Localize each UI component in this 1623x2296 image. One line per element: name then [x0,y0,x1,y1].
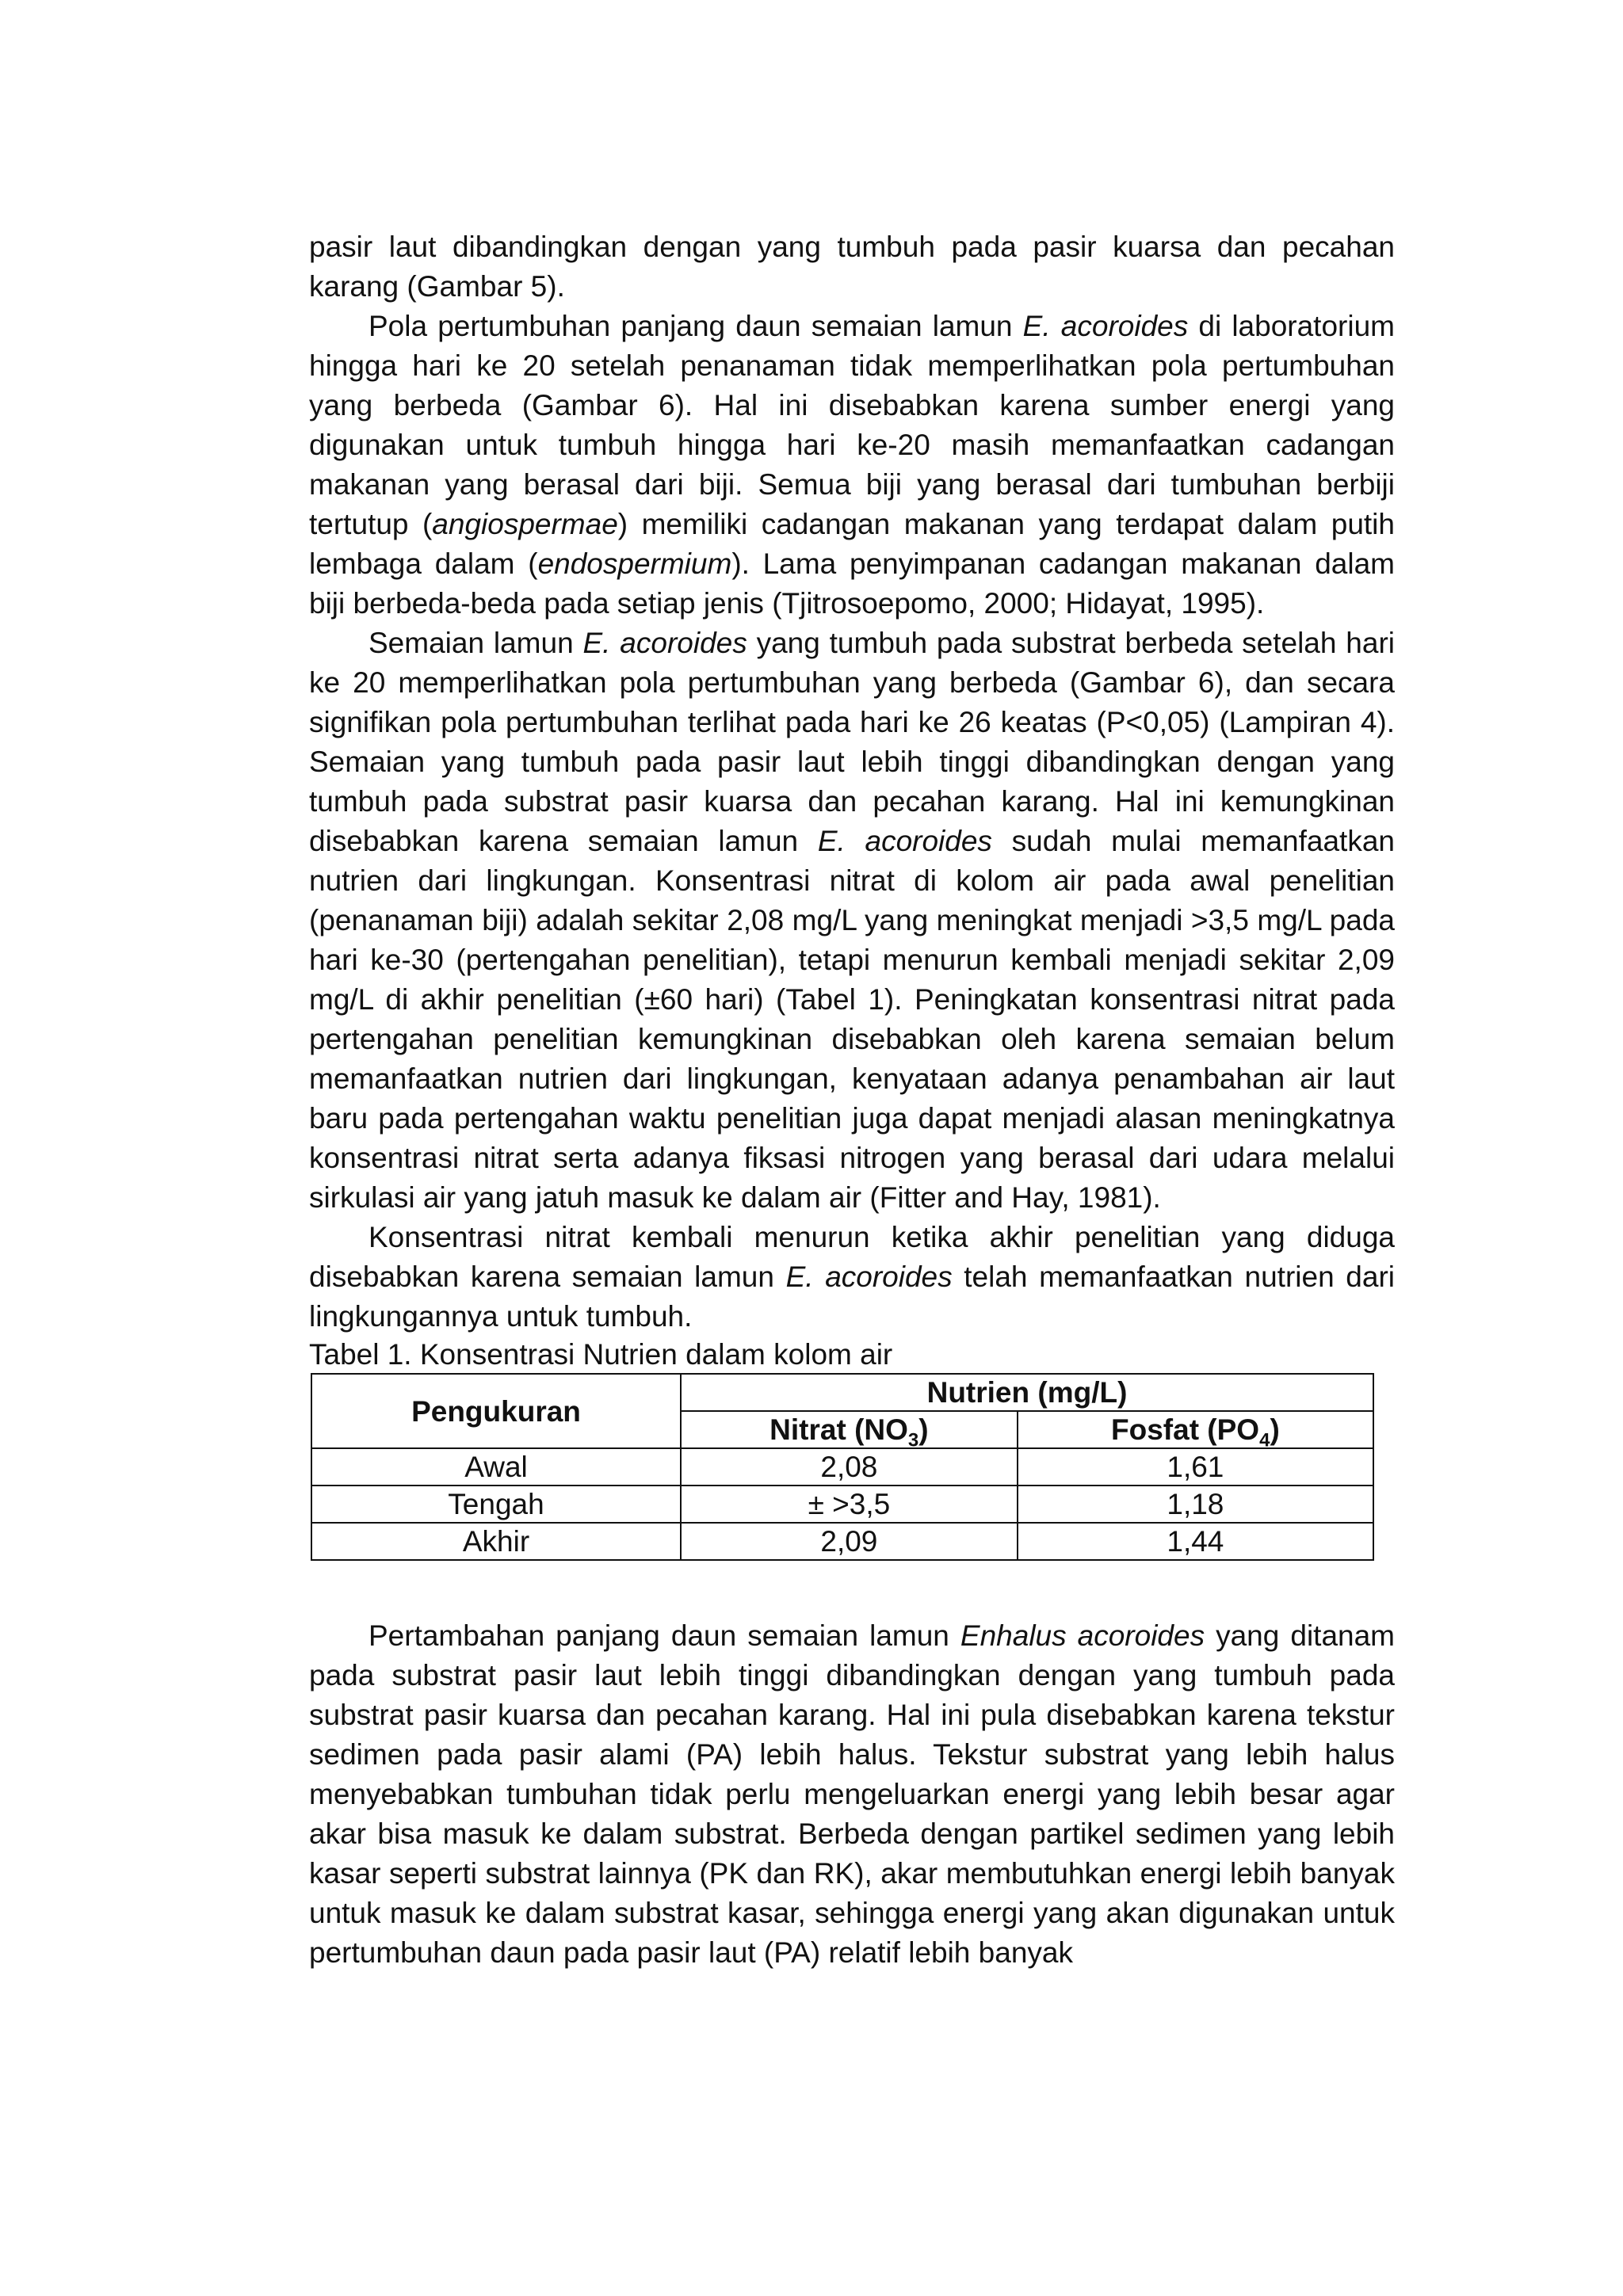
paragraph-3-text-b: yang tumbuh pada substrat berbeda setelah hari ke 20 memperlihatkan pola pertumbuhan yang berbeda (Gambar 6), dan secara signifikan pola pertumbuhan terlihat pada hari ke 26 keatas (P<0,05) (Lampiran 4). Semaian yang tumbuh pada pasir laut lebih tinggi dibandingkan dengan yang tumbuh pada substrat pasir kuarsa dan pecahan karang. Hal ini kemungkinan disebabkan karena semaian lamun [309,627,1395,857]
paragraph-2-text-c: ) memiliki cadangan makanan yang terdapat dalam putih lembaga dalam ( [309,508,1395,580]
paragraph-2-text-a: Pola pertumbuhan panjang daun semaian lamun [369,310,1023,342]
paragraph-5 [309,1616,1395,1973]
document-page [309,227,1395,1973]
row-nitrat: 2,09 [681,1523,1018,1560]
row-label: Awal [311,1448,681,1486]
header-nitrat-subscript: 3 [907,1429,919,1451]
table-row [311,1486,1373,1523]
species-name: E. acoroides [582,627,747,659]
header-fosfat [1018,1411,1373,1451]
paragraph-3-text-a: Semaian lamun [369,627,583,659]
paragraph-5-text-b: yang ditanam pada substrat pasir laut lebih tinggi dibandingkan dengan yang tumbuh pada substrat pasir kuarsa dan pecahan karang. Hal ini pula disebabkan karena tekstur sedimen pada pasir alami (PA) lebih halus. Tekstur substrat yang lebih halus menyebabkan tumbuhan tidak perlu mengeluarkan energi yang lebih besar agar akar bisa masuk ke dalam substrat. Berbeda dengan partikel sedimen yang lebih kasar seperti substrat lainnya (PK dan RK), akar membutuhkan energi lebih banyak untuk masuk ke dalam substrat kasar, sehingga energi yang akan digunakan untuk pertumbuhan daun pada pasir laut (PA) relatif lebih banyak [309,1619,1395,1969]
header-fosfat-label: Fosfat (PO [1111,1413,1260,1446]
header-nutrient-group: Nutrien (mg/L) [681,1374,1373,1411]
paragraph-4-text-b: telah memanfaatkan nutrien dari lingkungannya untuk tumbuh. [309,1261,1395,1333]
paragraph-4-text-a: Konsentrasi nitrat kembali menurun ketika akhir penelitian yang diduga disebabkan karena semaian lamun [309,1221,1395,1293]
paragraph-3-text-c: sudah mulai memanfaatkan nutrien dari lingkungan. Konsentrasi nitrat di kolom air pada awal penelitian (penanaman biji) adalah sekitar 2,08 mg/L yang meningkat menjadi >3,5 mg/L pada hari ke-30 (pertengahan penelitian), tetapi menurun kembali menjadi sekitar 2,09 mg/L di akhir penelitian (±60 hari) (Tabel 1). Peningkatan konsentrasi nitrat pada pertengahan penelitian kemungkinan disebabkan oleh karena semaian belum memanfaatkan nutrien dari lingkungan, kenyataan adanya penambahan air laut baru pada pertengahan waktu penelitian juga dapat menjadi alasan meningkatnya konsentrasi nitrat serta adanya fiksasi nitrogen yang berasal dari udara melalui sirkulasi air yang jatuh masuk ke dalam air (Fitter and Hay, 1981). [309,825,1395,1214]
paragraph-5-text-a: Pertambahan panjang daun semaian lamun [369,1619,960,1652]
row-nitrat: 2,08 [681,1448,1018,1486]
row-fosfat: 1,18 [1018,1486,1373,1523]
row-nitrat: ± >3,5 [681,1486,1018,1523]
species-name: Enhalus acoroides [960,1619,1205,1652]
table-row [311,1448,1373,1486]
paragraph-1 [309,227,1395,307]
species-name: E. acoroides [1022,310,1189,342]
row-fosfat: 1,44 [1018,1523,1373,1560]
header-nitrat-close: ) [918,1413,929,1446]
row-fosfat: 1,61 [1018,1448,1373,1486]
term-angiospermae: angiospermae [432,508,618,540]
term-endospermium: endospermium [537,547,732,580]
paragraph-2-text-b: di laboratorium hingga hari ke 20 setelah penanaman tidak memperlihatkan pola pertumbuhan yang berbeda (Gambar 6). Hal ini disebabkan karena sumber energi yang digunakan untuk tumbuh hingga hari ke-20 masih memanfaatkan cadangan makanan yang berasal dari biji. Semua biji yang berasal dari tumbuhan berbiji tertutup ( [309,310,1395,540]
species-name: E. acoroides [817,825,992,857]
paragraph-1-text: pasir laut dibandingkan dengan yang tumbuh pada pasir kuarsa dan pecahan karang (Gambar 5). [309,231,1395,303]
nutrient-table [311,1373,1374,1561]
row-label: Akhir [311,1523,681,1560]
table-row [311,1523,1373,1560]
header-measurement: Pengukuran [311,1374,681,1448]
paragraph-2 [309,307,1395,624]
species-name: E. acoroides [785,1261,953,1293]
header-fosfat-subscript: 4 [1259,1429,1270,1451]
table-header-row [311,1374,1373,1411]
table-caption: Tabel 1. Konsentrasi Nutrien dalam kolom air [309,1338,893,1371]
header-fosfat-close: ) [1270,1413,1280,1446]
paragraph-4 [309,1218,1395,1337]
header-nitrat [681,1411,1018,1451]
paragraph-2-text-d: ). Lama penyimpanan cadangan makanan dalam biji berbeda-beda pada setiap jenis (Tjitrosoepomo, 2000; Hidayat, 1995). [309,547,1396,620]
header-nitrat-label: Nitrat (NO [769,1413,908,1446]
paragraph-3 [309,624,1395,1218]
table-spacer [309,1561,1395,1616]
row-label: Tengah [311,1486,681,1523]
